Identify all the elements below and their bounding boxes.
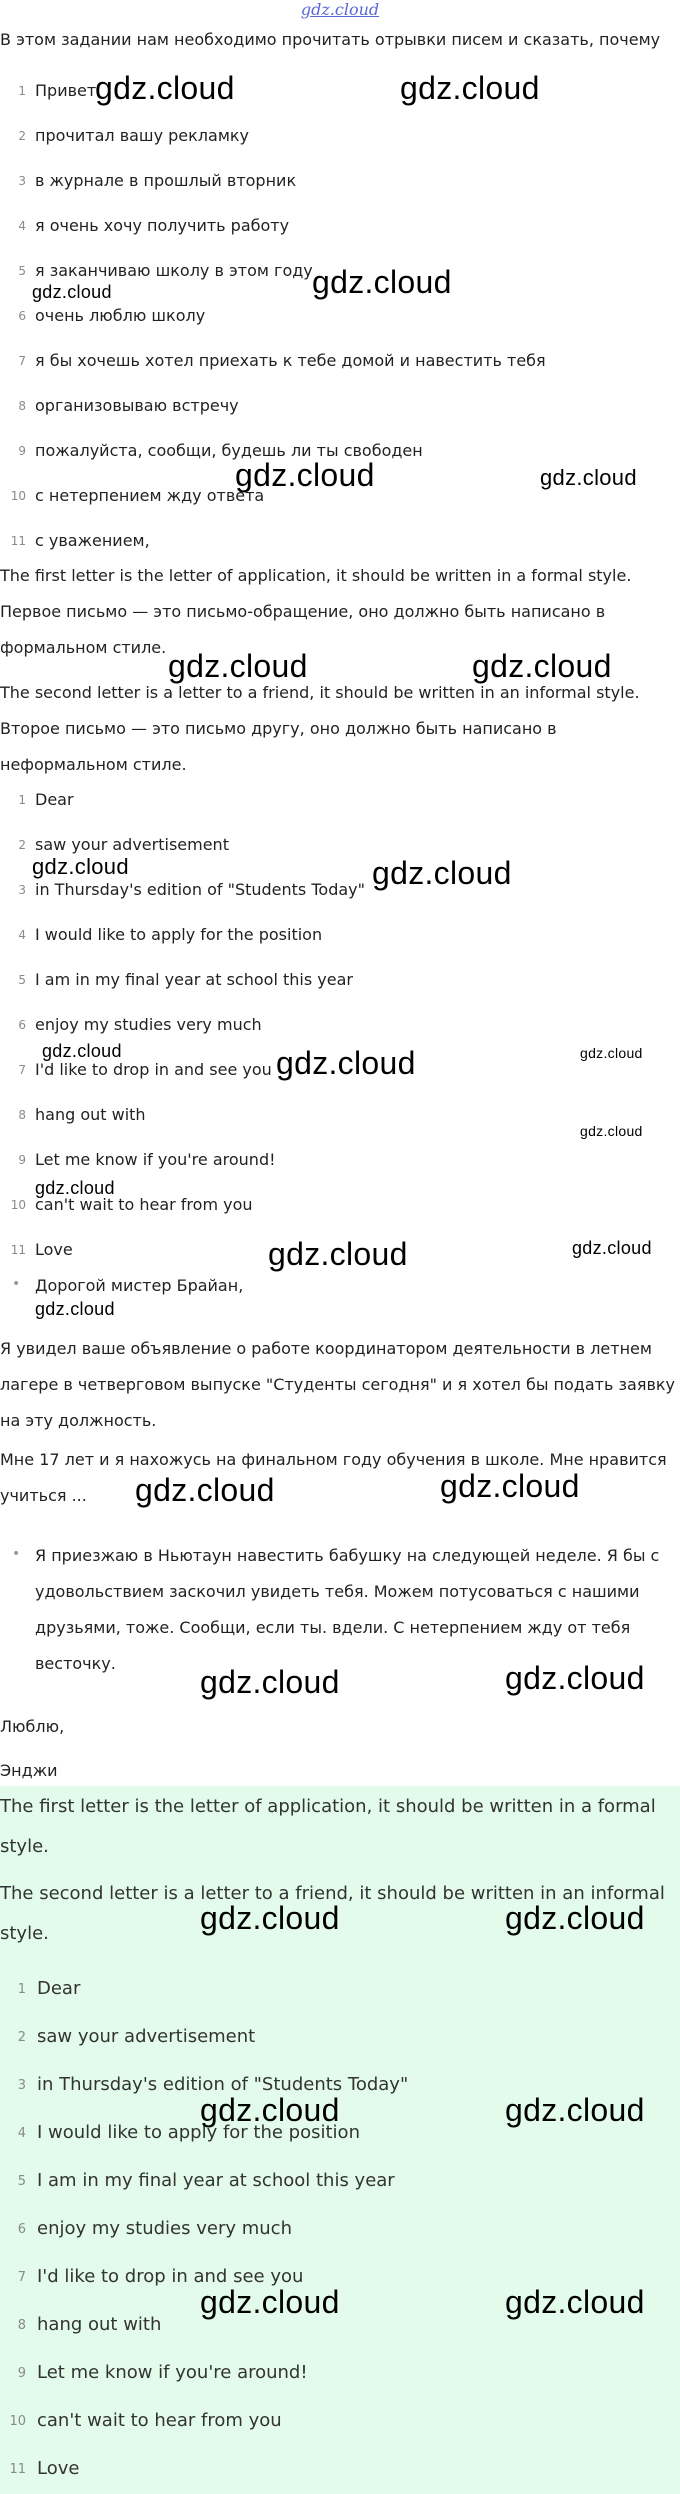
item-text: с нетерпением жду ответа bbox=[35, 486, 265, 505]
item-number: 9 bbox=[17, 2366, 26, 2381]
item-text: saw your advertisement bbox=[35, 835, 229, 854]
watermark: gdz.cloud bbox=[200, 2092, 340, 2128]
watermark: gdz.cloud bbox=[400, 70, 540, 106]
paragraph-first-letter-ru-cont: формальном стиле. bbox=[0, 638, 167, 657]
item-text: can't wait to hear from you bbox=[37, 2410, 282, 2431]
bullet-text-cont: друзьями, тоже. Сообщи, если ты. вдели. С нетерпением жду от тебя bbox=[35, 1618, 631, 1637]
watermark: gdz.cloud bbox=[276, 1045, 416, 1081]
site-logo[interactable]: gdz.cloud bbox=[300, 0, 380, 19]
watermark: gdz.cloud bbox=[505, 1900, 645, 1936]
item-number: 2 bbox=[18, 129, 26, 143]
watermark: gdz.cloud bbox=[505, 2284, 645, 2320]
item-number: 4 bbox=[18, 219, 26, 233]
item-number: 7 bbox=[18, 354, 26, 368]
watermark: gdz.cloud bbox=[35, 1299, 115, 1319]
watermark: gdz.cloud bbox=[540, 465, 637, 490]
watermark: gdz.cloud bbox=[312, 264, 452, 300]
item-text: Let me know if you're around! bbox=[35, 1150, 276, 1169]
item-text: Привет bbox=[35, 81, 97, 100]
watermark: gdz.cloud bbox=[200, 1900, 340, 1936]
bullet-icon: • bbox=[12, 1276, 21, 1292]
watermark: gdz.cloud bbox=[505, 2092, 645, 2128]
answer-paragraph-cont: style. bbox=[0, 1923, 49, 1944]
watermark: gdz.cloud bbox=[505, 1660, 645, 1696]
watermark: gdz.cloud bbox=[42, 1041, 122, 1061]
item-number: 7 bbox=[18, 1063, 26, 1077]
watermark: gdz.cloud bbox=[32, 854, 129, 879]
item-number: 6 bbox=[18, 1018, 26, 1032]
bullet-icon: • bbox=[12, 1546, 21, 1562]
item-number: 7 bbox=[17, 2270, 26, 2285]
item-number: 9 bbox=[18, 444, 26, 458]
watermark: gdz.cloud bbox=[200, 1664, 340, 1700]
item-text: Love bbox=[35, 1240, 73, 1259]
paragraph-first-letter-en: The first letter is the letter of application, it should be written in a formal style. bbox=[0, 566, 632, 585]
item-text: I'd like to drop in and see you bbox=[35, 1060, 272, 1079]
item-number: 3 bbox=[17, 2078, 26, 2093]
watermark: gdz.cloud bbox=[200, 2284, 340, 2320]
item-number: 5 bbox=[17, 2174, 26, 2189]
item-text: can't wait to hear from you bbox=[35, 1195, 253, 1214]
watermark: gdz.cloud bbox=[580, 1123, 643, 1139]
letter-text: лагере в четверговом выпуске "Студенты сегодня" и я хотел бы подать заявку bbox=[0, 1375, 676, 1394]
item-text: Dear bbox=[37, 1978, 81, 1999]
watermark: gdz.cloud bbox=[372, 855, 512, 891]
item-text: я очень хочу получить работу bbox=[35, 216, 290, 235]
paragraph-second-letter-en: The second letter is a letter to a friend, it should be written in an informal style. bbox=[0, 683, 640, 702]
item-text: в журнале в прошлый вторник bbox=[35, 171, 297, 190]
item-text: in Thursday's edition of "Students Today" bbox=[37, 2074, 409, 2095]
watermark: gdz.cloud bbox=[472, 648, 612, 684]
item-number: 1 bbox=[18, 84, 26, 98]
item-number: 2 bbox=[17, 2030, 26, 2045]
item-number: 5 bbox=[18, 973, 26, 987]
watermark: gdz.cloud bbox=[580, 1045, 643, 1061]
item-text: Dear bbox=[35, 790, 74, 809]
answer-block bbox=[0, 1786, 680, 2494]
item-text: I'd like to drop in and see you bbox=[37, 2266, 304, 2287]
item-number: 3 bbox=[18, 883, 26, 897]
item-number: 11 bbox=[10, 1243, 26, 1257]
watermark: gdz.cloud bbox=[168, 648, 308, 684]
item-number: 11 bbox=[10, 534, 26, 548]
item-text: прочитал вашу рекламку bbox=[35, 126, 250, 145]
item-text: I would like to apply for the position bbox=[37, 2122, 360, 2143]
item-number: 10 bbox=[10, 1198, 26, 1212]
watermark: gdz.cloud bbox=[35, 1178, 115, 1198]
intro-text: В этом задании нам необходимо прочитать отрывки писем и сказать, почему bbox=[0, 30, 661, 49]
letter-text: Мне 17 лет и я нахожусь на финальном году обучения в школе. Мне нравится bbox=[0, 1450, 667, 1469]
signature-name: Энджи bbox=[0, 1761, 58, 1780]
item-text: enjoy my studies very much bbox=[35, 1015, 262, 1034]
item-number: 8 bbox=[17, 2318, 26, 2333]
item-text: hang out with bbox=[37, 2314, 162, 2335]
signature-closing: Люблю, bbox=[0, 1717, 65, 1736]
item-number: 9 bbox=[18, 1153, 26, 1167]
item-number: 4 bbox=[18, 928, 26, 942]
item-number: 1 bbox=[18, 793, 26, 807]
item-text: с уважением, bbox=[35, 531, 150, 550]
item-number: 8 bbox=[18, 1108, 26, 1122]
answer-paragraph: The second letter is a letter to a friend, it should be written in an informal bbox=[0, 1883, 665, 1904]
item-number: 10 bbox=[10, 489, 26, 503]
item-text: Love bbox=[37, 2458, 80, 2479]
item-number: 10 bbox=[9, 2414, 26, 2429]
item-text: hang out with bbox=[35, 1105, 146, 1124]
item-text: enjoy my studies very much bbox=[37, 2218, 292, 2239]
item-number: 6 bbox=[18, 309, 26, 323]
paragraph-first-letter-ru: Первое письмо — это письмо-обращение, оно должно быть написано в bbox=[0, 602, 606, 621]
bullet-text-cont: весточку. bbox=[35, 1654, 116, 1673]
item-number: 2 bbox=[18, 838, 26, 852]
item-text: saw your advertisement bbox=[37, 2026, 256, 2047]
watermark: gdz.cloud bbox=[95, 70, 235, 106]
item-text: я бы хочешь хотел приехать к тебе домой и навестить тебя bbox=[35, 351, 546, 370]
watermark: gdz.cloud bbox=[135, 1472, 275, 1508]
paragraph-second-letter-ru-cont: неформальном стиле. bbox=[0, 755, 187, 774]
item-text: I would like to apply for the position bbox=[35, 925, 323, 944]
item-number: 8 bbox=[18, 399, 26, 413]
item-number: 1 bbox=[17, 1982, 26, 1997]
item-text: я заканчиваю школу в этом году bbox=[35, 261, 313, 280]
item-text: I am in my final year at school this year bbox=[35, 970, 353, 989]
item-text: I am in my final year at school this year bbox=[37, 2170, 395, 2191]
watermark: gdz.cloud bbox=[572, 1238, 652, 1258]
bullet-text: Дорогой мистер Брайан, bbox=[35, 1276, 244, 1295]
letter-text: на эту должность. bbox=[0, 1411, 157, 1430]
watermark: gdz.cloud bbox=[32, 282, 112, 302]
item-text: организовываю встречу bbox=[35, 396, 239, 415]
item-text: очень люблю школу bbox=[35, 306, 206, 325]
item-number: 5 bbox=[18, 264, 26, 278]
item-number: 11 bbox=[9, 2462, 26, 2477]
paragraph-second-letter-ru: Второе письмо — это письмо другу, оно должно быть написано в bbox=[0, 719, 557, 738]
bullet-text-cont: удовольствием заскочил увидеть тебя. Можем потусоваться с нашими bbox=[35, 1582, 640, 1601]
letter-text: учиться ... bbox=[0, 1486, 87, 1505]
watermark: gdz.cloud bbox=[268, 1236, 408, 1272]
bullet-text: Я приезжаю в Ньютаун навестить бабушку на следующей неделе. Я бы с bbox=[35, 1546, 660, 1565]
watermark: gdz.cloud bbox=[440, 1468, 580, 1504]
item-text: in Thursday's edition of "Students Today" bbox=[35, 880, 365, 899]
letter-text: Я увидел ваше объявление о работе координатором деятельности в летнем bbox=[0, 1339, 652, 1358]
watermark: gdz.cloud bbox=[235, 457, 375, 493]
item-text: пожалуйста, сообщи, будешь ли ты свободен bbox=[35, 441, 423, 460]
item-number: 6 bbox=[17, 2222, 26, 2237]
item-number: 4 bbox=[17, 2126, 26, 2141]
item-number: 3 bbox=[18, 174, 26, 188]
answer-paragraph-cont: style. bbox=[0, 1836, 49, 1857]
answer-paragraph: The first letter is the letter of application, it should be written in a formal bbox=[0, 1796, 656, 1817]
item-text: Let me know if you're around! bbox=[37, 2362, 308, 2383]
